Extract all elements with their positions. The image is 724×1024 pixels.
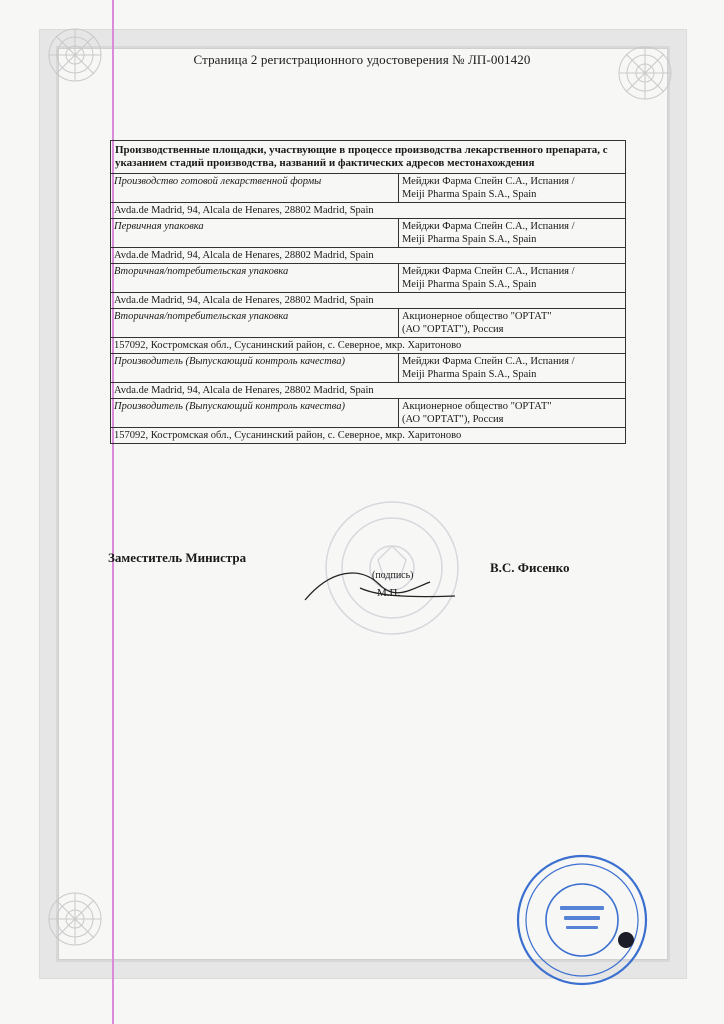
address-row: [111, 203, 626, 219]
stage-cell: Производство готовой лекарственной формы: [111, 174, 399, 203]
company-cell: [398, 354, 625, 383]
company-cell: [398, 219, 625, 248]
address-cell: 157092, Костромская обл., Сусанинский район, с. Северное, мкр. Харитоново: [111, 338, 626, 354]
company-line: Meiji Pharma Spain S.A., Spain: [401, 369, 537, 380]
company-line: Meiji Pharma Spain S.A., Spain: [401, 234, 537, 245]
table-row: [111, 309, 626, 338]
address-row: [111, 293, 626, 309]
signature-label: (подпись): [372, 570, 414, 581]
company-cell: [398, 264, 625, 293]
address-row: [111, 383, 626, 399]
stage-cell: Вторичная/потребительская упаковка: [111, 309, 399, 338]
stage-cell: Производитель (Выпускающий контроль качества): [111, 354, 399, 383]
company-line: (АО "ОРТАТ"), Россия: [401, 414, 504, 425]
company-line: Акционерное общество "ОРТАТ": [401, 401, 552, 412]
table-heading: Производственные площадки, участвующие в процессе производства лекарственного препарата, с указанием стадий производства, названий и фактических адресов местонахождения: [111, 141, 626, 174]
stage-cell: Производитель (Выпускающий контроль качества): [111, 399, 399, 428]
production-sites-table: [110, 140, 626, 444]
address-cell: Avda.de Madrid, 94, Alcala de Henares, 28802 Madrid, Spain: [111, 383, 626, 399]
signature-block: [0, 540, 724, 640]
table-row: [111, 219, 626, 248]
address-cell: Avda.de Madrid, 94, Alcala de Henares, 28802 Madrid, Spain: [111, 293, 626, 309]
company-line: Мейджи Фарма Спейн С.А., Испания /: [401, 221, 575, 232]
address-cell: Avda.de Madrid, 94, Alcala de Henares, 28802 Madrid, Spain: [111, 248, 626, 264]
signatory-name: В.С. Фисенко: [490, 560, 570, 575]
signatory-position: Заместитель Министра: [108, 550, 247, 565]
address-cell: 157092, Костромская обл., Сусанинский район, с. Северное, мкр. Харитоново: [111, 428, 626, 444]
corner-rosette-bottom-left: [44, 888, 106, 950]
company-line: Мейджи Фарма Спейн С.А., Испания /: [401, 176, 575, 187]
table-row: [111, 399, 626, 428]
page-title: Страница 2 регистрационного удостоверения № ЛП-001420: [193, 52, 531, 67]
address-row: [111, 248, 626, 264]
table-row: [111, 264, 626, 293]
table-row: [111, 174, 626, 203]
company-cell: [398, 399, 625, 428]
table-heading-row: [111, 141, 626, 174]
company-cell: [398, 174, 625, 203]
company-line: (АО "ОРТАТ"), Россия: [401, 324, 504, 335]
address-row: [111, 338, 626, 354]
address-cell: Avda.de Madrid, 94, Alcala de Henares, 28802 Madrid, Spain: [111, 203, 626, 219]
stage-cell: Вторичная/потребительская упаковка: [111, 264, 399, 293]
company-cell: [398, 309, 625, 338]
seal-label: М.П.: [377, 587, 401, 599]
table-row: [111, 354, 626, 383]
company-line: Мейджи Фарма Спейн С.А., Испания /: [401, 356, 575, 367]
stage-cell: Первичная упаковка: [111, 219, 399, 248]
company-line: Meiji Pharma Spain S.A., Spain: [401, 189, 537, 200]
company-stamp: [514, 852, 650, 988]
company-line: Meiji Pharma Spain S.A., Spain: [401, 279, 537, 290]
company-line: Акционерное общество "ОРТАТ": [401, 311, 552, 322]
company-line: Мейджи Фарма Спейн С.А., Испания /: [401, 266, 575, 277]
address-row: [111, 428, 626, 444]
